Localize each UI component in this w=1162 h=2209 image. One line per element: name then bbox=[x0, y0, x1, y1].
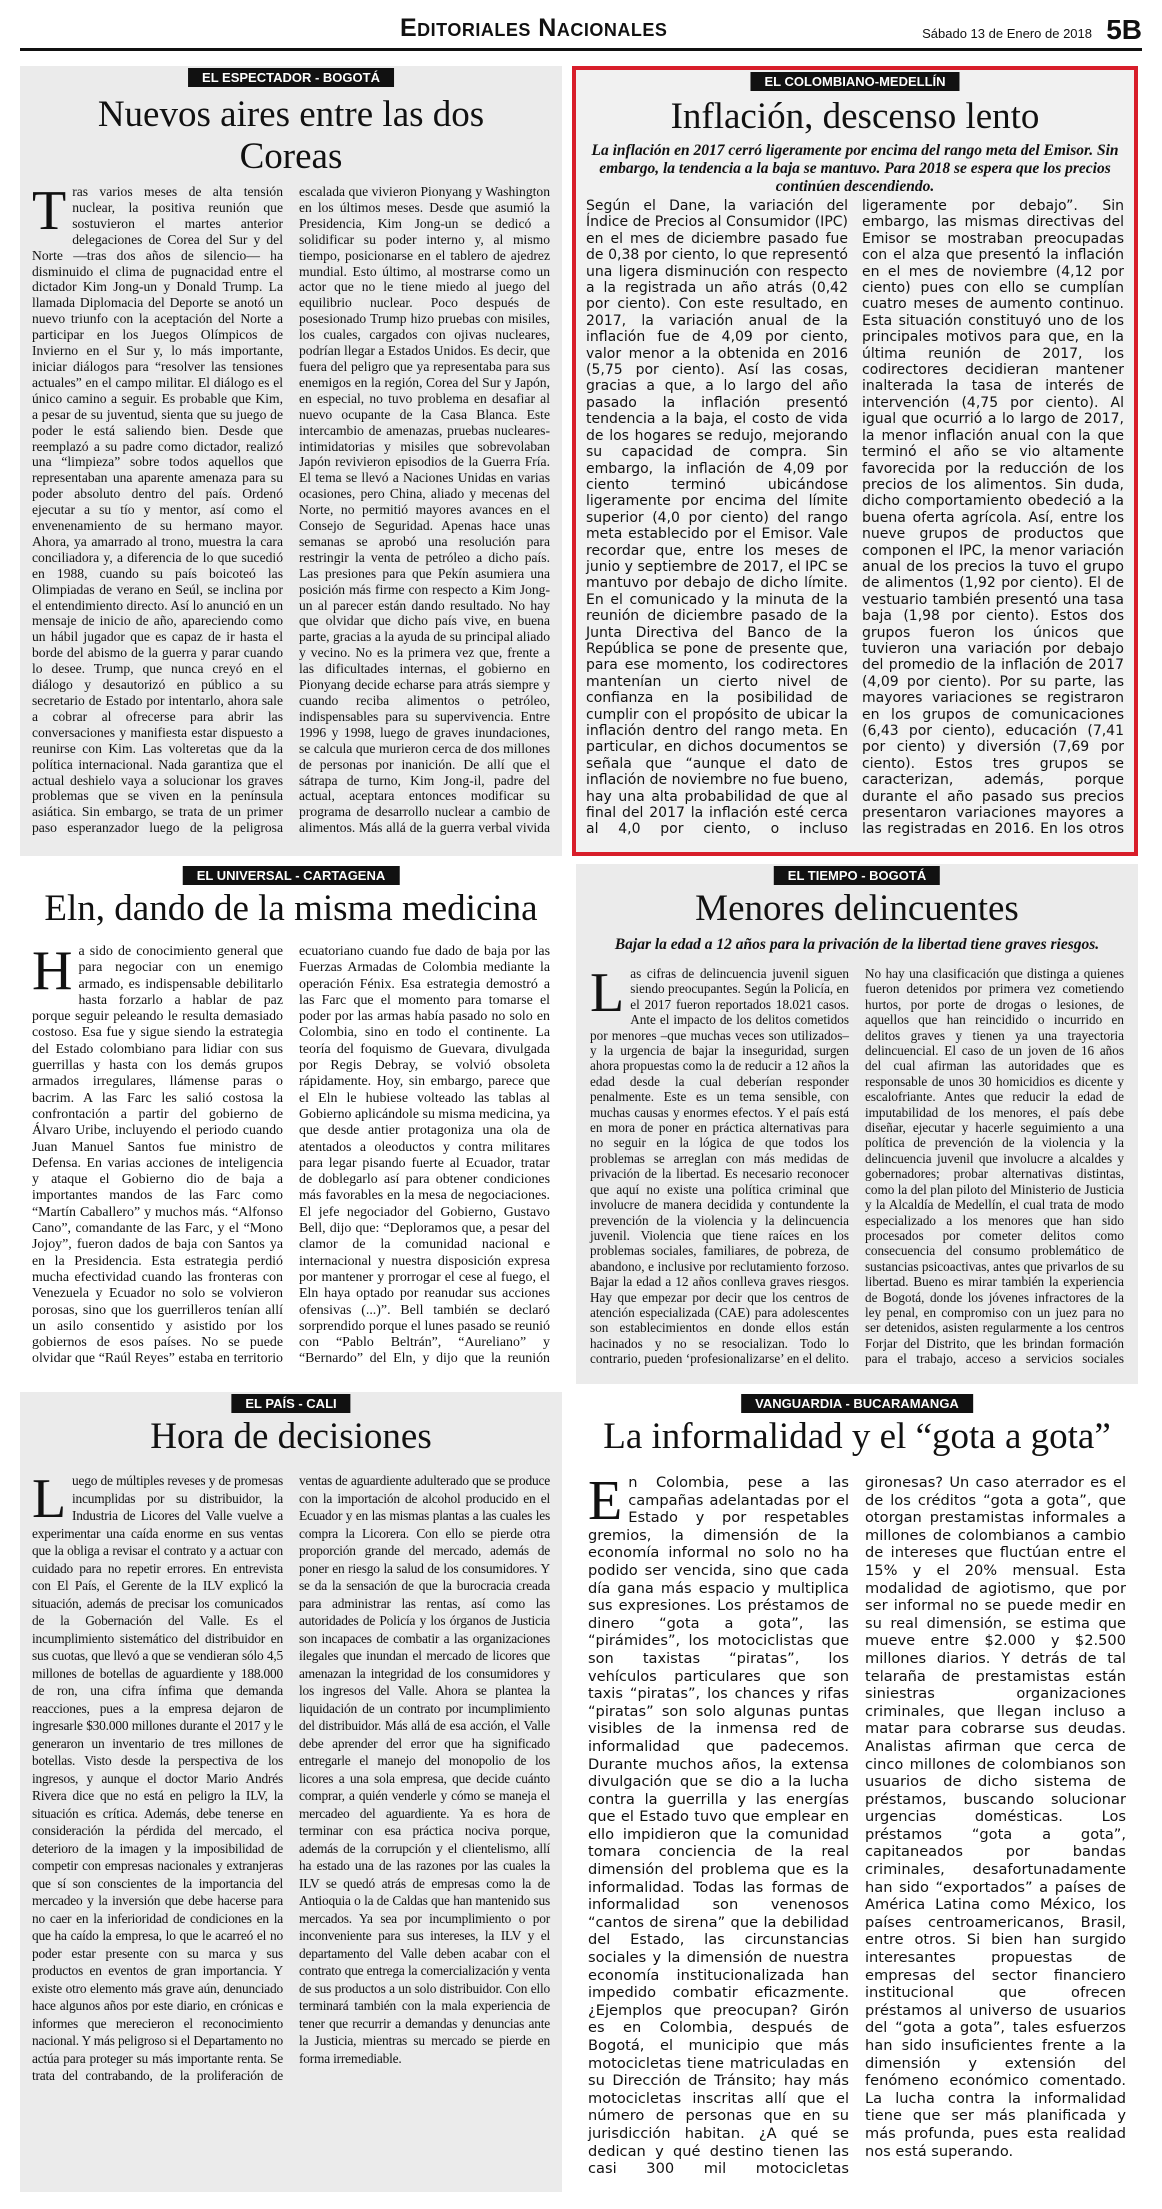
article-body: Según el Dane, la variación del Índice de Precios al Consumidor (IPC) en el mes de diciembre pasado fue de 0,38 por ciento, lo que representó una ligera disminución con respecto a la registrada un año atrás (0,42 por ciento). Con este resultado, en 2017, la variación anual de la inflación fue de 4,09 por ciento, valor menor a la obtenida en 2016 (5,75 por ciento). Así las cosas, gracias a que, a lo largo del año pasado la inflación presentó tendencia a la baja, el costo de vida de los hogares se redujo, mejorando su capacidad de compra. Sin embargo, la inflación de 4,09 por ciento terminó ubicándose ligeramente por encima del límite superior (4,0 por ciento) del rango meta establecido por el Emisor. Vale recordar que, entre los meses de junio y septiembre de 2017, el IPC se mantuvo por debajo de dicho límite. En el comunicado y la minuta de la reunión de diciembre pasado de la Junta Directiva del Banco de la República se pone de presente que, para ese momento, los codirectores mantenían un cierto nivel de confianza en la posibilidad de cumplir con el propósito de ubicar la inflación dentro del rango meta. En particular, en dichos documentos se señala que “aunque el dato de inflación de noviembre no fue bueno, hay una alta probabilidad de que al final del 2017 la inflación esté cerca al 4,0 por ciento, o incluso ligeramente por debajo”. Sin embargo, las mismas directivas del Emisor se mostraban preocupadas con el alza que presentó la inflación en el mes de noviembre (4,12 por ciento) pues con ello se cumplían cuatro meses de aumento continuo. Esta situación constituyó uno de los principales motivos para que, en la última reunión de 2017, los codirectores decidieran mantener inalterada la tasa de interés de intervención (4,75 por ciento). Al igual que ocurrió a lo largo de 2017, la menor inflación anual con la que terminó el año se vio altamente favorecida por la reducción de los precios de los alimentos. Sin duda, dicho comportamiento obedeció a la buena oferta agrícola. Así, entre los nueve grupos de productos que componen el IPC, la menor variación anual de los precios la tuvo el grupo de alimentos (1,92 por ciento). El de vestuario también presentó una tasa baja (1,98 por ciento). Estos dos grupos fueron los únicos que tuvieron una variación por debajo del promedio de la inflación de 2017 (4,09 por ciento). Por su parte, las mayores variaciones se registraron en los grupos de comunicaciones (6,43 por ciento), educación (7,41 por ciento) y diversión (7,69 por ciento). Estos tres grupos se caracterizan, además, porque durante el año pasado sus precios presentaron variaciones mayores a las registradas en 2016. En los otros bbox=[586, 198, 1124, 838]
editorial-universal bbox=[20, 864, 562, 1384]
editorial-colombiano bbox=[572, 66, 1138, 856]
deck: Bajar la edad a 12 años para la privación de la libertad tiene graves riesgos. bbox=[614, 936, 1100, 953]
issue-date: Sábado 13 de Enero de 2018 bbox=[922, 26, 1092, 41]
masthead bbox=[20, 14, 1142, 51]
headline: Hora de decisiones bbox=[150, 1416, 432, 1457]
editorial-pais bbox=[20, 1392, 562, 2192]
source-tag: EL UNIVERSAL - CARTAGENA bbox=[183, 866, 400, 885]
editorial-tiempo bbox=[576, 864, 1138, 1384]
deck: La inflación en 2017 cerró ligeramente por encima del rango meta del Emisor. Sin embargo, la tendencia a la baja se mantuvo. Para 2018 se espera que los precios continúen descendiendo. bbox=[591, 142, 1119, 195]
headline: Menores delincuentes bbox=[695, 888, 1019, 929]
article-body: Las cifras de delincuencia juvenil siguen siendo preocupantes. Según la Policía, en el 2017 fueron reportados 18.021 casos. Ante el impacto de los delitos cometidos por menores –que muchas veces son utilizados– y la urgencia de bajar la inseguridad, surgen ahora propuestas como la de reducir a 12 años la edad desde la cual deberían responder penalmente. Este es un tema sensible, con muchas causas y enormes efectos. Y el país está en mora de poner en práctica alternativas para no seguir en la lógica de que todos los problemas se arreglan con más medidas de privación de la libertad. Es necesario reconocer que aquí no existe una política criminal que involucre de manera decidida y contundente la prevención de la violencia y la delincuencia juvenil. Violencia que tiene raíces en los problemas sociales, familiares, de pobreza, de abandono, e inclusive por reclutamiento forzoso. Bajar la edad a 12 años conlleva graves riesgos. Hay que empezar por decir que los centros de atención especializada (CAE) para adolescentes son establecimientos en donde ellos están hacinados y no se resocializan. Todo lo contrario, pueden ‘profesionalizarse’ en el delito. No hay una clasificación que distinga a quienes fueron detenidos por primera vez cometiendo hurtos, por porte de drogas o lesiones, de aquellos que han reincidido o incurrido en delitos graves y tienen ya una trayectoria delincuencial. El caso de un joven de 16 años del cual afirman las autoridades que es responsable de unos 30 homicidios es dicente y escalofriante. Antes que reducir la edad de imputabilidad de los menores, el país debe diseñar, ejecutar y hacerle seguimiento a una política de prevención de la violencia y la delincuencia juvenil que involucre a alcaldes y gobernadores; probar alternativas distintas, como la del plan piloto del Ministerio de Justicia y la Alcaldía de Medellín, el cual trata de modo especializado a los menores que han sido procesados por cometer delitos como consecuencia del consumo problemático de sustancias psicoactivas, antes que privarlos de su libertad. Bueno es mirar también la experiencia de Bogotá, donde los jóvenes infractores de la ley penal, en compromiso con un juez para no ser detenidos, asisten regularmente a los centros Forjar del Distrito, que les brindan formación para el trabajo, acceso a servicios sociales bbox=[590, 962, 1124, 1367]
headline: Inflación, descenso lento bbox=[670, 96, 1040, 137]
source-tag: EL PAÍS - CALI bbox=[231, 1394, 350, 1413]
headline: Nuevos aires entre las dos Coreas bbox=[97, 94, 485, 177]
source-tag: EL TIEMPO - BOGOTÁ bbox=[774, 866, 940, 885]
source-tag: EL COLOMBIANO-MEDELLÍN bbox=[750, 72, 959, 91]
editorial-espectador bbox=[20, 66, 562, 856]
article-body: En Colombia, pese a las campañas adelantadas por el Estado y por respetables gremios, la dimensión de la economía informal no solo no ha podido ser vencida, sino que cada día gana más espacio y multiplica sus expresiones. Los préstamos de dinero “gota a gota”, las “pirámides”, los motociclistas que son taxistas “piratas”, los vehículos particulares que son taxis “piratas”, los chances y rifas “piratas” son solo algunas puntas visibles de la inmensa red de informalidad que padecemos. Durante muchos años, la extensa divulgación que se dio a la lucha contra la guerrilla y las energías que el Estado tuvo que emplear en ello impidieron que la comunidad tomara conciencia de la real dimensión del problema que es la informalidad. Todas las formas de informalidad son venenosos “cantos de sirena” que la debilidad del Estado, las circunstancias sociales y la dimensión de nuestra economía institucionalizada han impedido combatir eficazmente. ¿Ejemplos que preocupan? Girón es en Colombia, después de Bogotá, el municipio que más motocicletas tiene matriculadas en su Dirección de Tránsito; hay más motocicletas inscritas allí que el número de personas que en su jurisdicción habitan. ¿A qué se dedican y qué destino tienen las casi 300 mil motocicletas gironesas? Un caso aterrador es el de los créditos “gota a gota”, que otorgan prestamistas informales a millones de colombianos a cambio de intereses que fluctúan entre el 15% y el 20% mensual. Esta modalidad de agiotismo, que por ser informal no se puede medir en su real dimensión, se estima que mueve entre $2.000 y $2.500 millones diarios. Y detrás de tal telaraña de prestamistas están siniestras organizaciones criminales, que llegan incluso a matar para cobrarse sus deudas. Analistas afirman que cerca de cinco millones de colombianos son usuarios de dicho sistema de préstamos, buscando solucionar urgencias domésticas. Los préstamos “gota a gota”, capitaneados por bandas criminales, desafortunadamente han sido “exportados” a países de América Latina como México, los países centroamericanos, Brasil, entre otros. Si bien han surgido interesantes propuestas de empresas del sector financiero institucional que ofrecen préstamos al universo de usuarios del “gota a gota”, tales esfuerzos han sido insuficientes frente a la dimensión y extensión del fenómeno económico comentado. La lucha contra la informalidad tiene que ser más planificada y más profunda, pues esta realidad nos está superando. bbox=[588, 1470, 1126, 2178]
article-body: Ha sido de conocimiento general que para negociar con un enemigo armado, es indispensable debilitarlo hasta forzarlo a hablar de paz porque seguir peleando le resulta demasiado costoso. Esa fue y sigue siendo la estrategia del Estado colombiano para lidiar con sus guerrillas y hasta con los demás grupos armados irregulares, llámense paras o bacrim. A las Farc les salió costosa la confrontación a partir del gobierno de Álvaro Uribe, incluyendo el periodo cuando Juan Manuel Santos fue ministro de Defensa. En varias acciones de inteligencia y ataque el Gobierno dio de baja a importantes mandos de las Farc como “Martín Caballero” y muchos más. “Alfonso Cano”, comandante de las Farc, y el “Mono Jojoy”, fueron dados de baja con Santos ya en la Presidencia. Esta estrategia perdió mucha efectividad cuando las fronteras con Venezuela y Ecuador no solo se volvieron porosas, sino que los guerrilleros tenían allí un asilo consentido y asistido por los gobiernos de esos países. No se puede olvidar que “Raúl Reyes” estaba en territorio ecuatoriano cuando fue dado de baja por las Fuerzas Armadas de Colombia mediante la operación Fénix. Esa estrategia demostró a las Farc que el momento para tomarse el poder por las armas había pasado no solo en Colombia, sino en todo el continente. La teoría del foquismo de Guevara, divulgada por Regis Debray, se volvió obsoleta rápidamente. Hoy, sin embargo, parece que el Eln le hubiese volteado las tablas al Gobierno aplicándole su misma medicina, ya que desde antier protagoniza una ola de atentados a oleoductos y contra militares para legar pisando fuerte al Ecuador, tratar de doblegarlo así para obtener condiciones más favorables en la mesa de negociaciones. El jefe negociador del Gobierno, Gustavo Bell, dijo que: “Deploramos que, a pesar del clamor de la comunidad nacional e internacional y nuestra disposición expresa por mantener y prorrogar el cese al fuego, el Eln haya optado por reanudar sus acciones ofensivas (...)”. Bell también se declaró sorprendido porque el lunes pasado se reunió con “Pablo Beltrán”, “Aureliano” y “Bernardo” del Eln, y dijo que la reunión bbox=[32, 940, 550, 1367]
page-number: 5B bbox=[1106, 14, 1142, 45]
article-body: Tras varios meses de alta tensión nuclear, la positiva reunión que sostuvieron el martes anterior delegaciones de Corea del Sur y del Norte —tras dos años de silencio— ha disminuido el clima de pugnacidad entre el dictador Kim Jong-un y Donald Trump. La llamada Diplomacia del Deporte se anotó un nuevo triunfo con la aceptación del Norte a participar en los Juegos Olímpicos de Invierno en el Sur y, lo más importante, iniciar diálogos para “resolver las tensiones actuales” en el campo militar. El diálogo es el único camino a seguir. Es probable que Kim, a pesar de su juventud, sienta que su juego de poder le está saliendo bien. Desde que reemplazó a su padre como dictador, realizó una “limpieza” sobre todos aquellos que representaban una aparente amenaza para su poder absoluto dentro del país. Ordenó ejecutar a su tío y mentor, así como el envenenamiento de su hermano mayor. Ahora, ya amarrado al trono, muestra la cara conciliadora y, a diferencia de lo que sucedió en 1988, cuando su país boicoteó las Olimpiadas de verano en Seúl, se inclina por el entendimiento directo. Así lo anunció en un mensaje de inicio de año, apareciendo como un hábil jugador que es capaz de ir hasta el borde del abismo de la guerra y parar cuando lo desee. Trump, que nunca creyó en el diálogo y desautorizó en público a su secretario de Estado por intentarlo, ahora sale a cobrar al ofrecerse para abrir las conversaciones y manifiesta estar dispuesto a reunirse con Kim. Las volteretas que da la política internacional. Nada garantiza que el actual deshielo vaya a solucionar los graves problemas que se viven en la península asiática. Sin embargo, se trata de un primer paso esperanzador luego de la peligrosa escalada que vivieron Pionyang y Washington en los últimos meses. Desde que asumió la Presidencia, Kim Jong-un se dedicó a solidificar su poder interno y, al mismo tiempo, posicionarse en el tablero de ajedrez mundial. Esto último, al mostrarse como un actor que no le tiene miedo al juego del equilibrio nuclear. Poco después de posesionado Trump hizo pruebas con misiles, los cuales, cargados con ojivas nucleares, podrían llegar a Estados Unidos. Es decir, que fuera del peligro que ya representaba para sus enemigos en la región, Corea del Sur y Japón, en especial, no tuvo problema en desafiar al nuevo ocupante de la Casa Blanca. Este intercambio de amenazas, pruebas nucleares-intimidatorias y misiles que sobrevolaban Japón revivieron episodios de la Guerra Fría. El tema se llevó a Naciones Unidas en varias ocasiones, pero China, aliado y mecenas del Norte, no permitió mayores avances en el Consejo de Seguridad. Apenas hace unas semanas se aprobó una resolución para restringir la venta de petróleo a dicho país. Las presiones para que Pekín asumiera una posición más firme con respecto a Kim Jong-un al parecer están dando resultado. No hay que olvidar que dicho país vive, en buena parte, gracias a la ayuda de su principal aliado y vecino. No es la primera vez que, frente a las dificultades internas, el gobierno en Pionyang decide echarse para atrás siempre y cuando reciba alimentos o petróleo, indispensables para su supervivencia. Entre 1996 y 1998, luego de graves inundaciones, se calcula que murieron cerca de dos millones de personas por inanición. De allí que el sátrapa de turno, Kim Jong-il, padre del actual, aceptara entonces modificar su programa de desarrollo nuclear a cambio de alimentos. Más allá de la guerra verbal vivida bbox=[32, 180, 550, 836]
section-title: Editoriales Nacionales bbox=[400, 14, 668, 42]
source-tag: VANGUARDIA - BUCARAMANGA bbox=[741, 1394, 973, 1413]
headline: La informalidad y el “gota a gota” bbox=[603, 1416, 1111, 1457]
source-tag: EL ESPECTADOR - BOGOTÁ bbox=[188, 68, 394, 87]
headline: Eln, dando de la misma medicina bbox=[44, 888, 538, 929]
article-body: Luego de múltiples reveses y de promesas incumplidas por su distribuidor, la Industria de Licores del Valle vuelve a experimentar una caída enorme en sus ventas que la obliga a revisar el contrato y a actuar con cuidado para no repetir errores. En entrevista con El País, el Gerente de la ILV explicó la situación, además de precisar los comunicados de la Gobernación del Valle. Es el incumplimiento sistemático del distribuidor en sus cuotas, que llevó a que se vendieran sólo 4,5 millones de botellas de aguardiente y 188.000 de ron, una cifra ínfima que demanda reacciones, pues a la empresa dejaron de ingresarle $30.000 millones durante el 2017 y le generaron un inventario de tres millones de botellas. Visto desde la perspectiva de los ingresos, y aunque el doctor Mario Andrés Rivera dice que no está en peligro la ILV, la situación es crítica. Además, debe tenerse en consideración la pérdida del mercado, el deterioro de la imagen y la imposibilidad de competir con empresas nacionales y extranjeras que sí son conscientes de la importancia del mercadeo y la inversión que debe hacerse para no caer en la inferioridad de condiciones en la que ha caído la empresa, lo que le acarreó el no poder estar presente con su marca y sus productos en eventos de gran importancia. Y existe otro elemento más grave aún, denunciado hace algunos años por este diario, en crónicas e informes que merecieron el reconocimiento nacional. Y más peligroso si el Departamento no actúa para proteger su más importante renta. Se trata del contrabando, de la proliferación de ventas de aguardiente adulterado que se produce con la importación de alcohol producido en el Ecuador y en las mismas plantas a las cuales les compra la Licorera. Con ello se pierde otra proporción grande del mercado, además de poner en riesgo la salud de los consumidores. Y se da la sensación de que la burocracia creada para administrar las rentas, así como las autoridades de Policía y los órganos de Justicia son incapaces de combatir a las organizaciones ilegales que inundan el mercado de licores que amenazan la integridad de los consumidores y los ingresos del Valle. Ahora se plantea la liquidación de un contrato por incumplimiento del distribuidor. Más allá de esa acción, el Valle debe aprender del error que ha significado entregarle el manejo del monopolio de los licores a una sola empresa, que decide cuánto comprar, a quién venderle y cómo se maneja el mercadeo del aguardiente. Ya es hora de terminar con esa práctica nociva porque, además de la corrupción y el clientelismo, allí ha estado una de las razones por las cuales la ILV se quedó atrás de empresas como la de Antioquia o la de Caldas que han mantenido sus mercados. Ya sea por incumplimiento o por inconveniente para sus intereses, la ILV y el departamento del Valle deben acabar con el contrato que entrega la comercialización y venta de sus productos a un solo distribuidor. Con ello terminará también con la mala experiencia de tener que recurrir a demandas y denuncias ante la Justicia, mientras su mercado se pierde en forma irremediable. bbox=[32, 1468, 550, 2083]
editorial-vanguardia bbox=[576, 1392, 1138, 2192]
